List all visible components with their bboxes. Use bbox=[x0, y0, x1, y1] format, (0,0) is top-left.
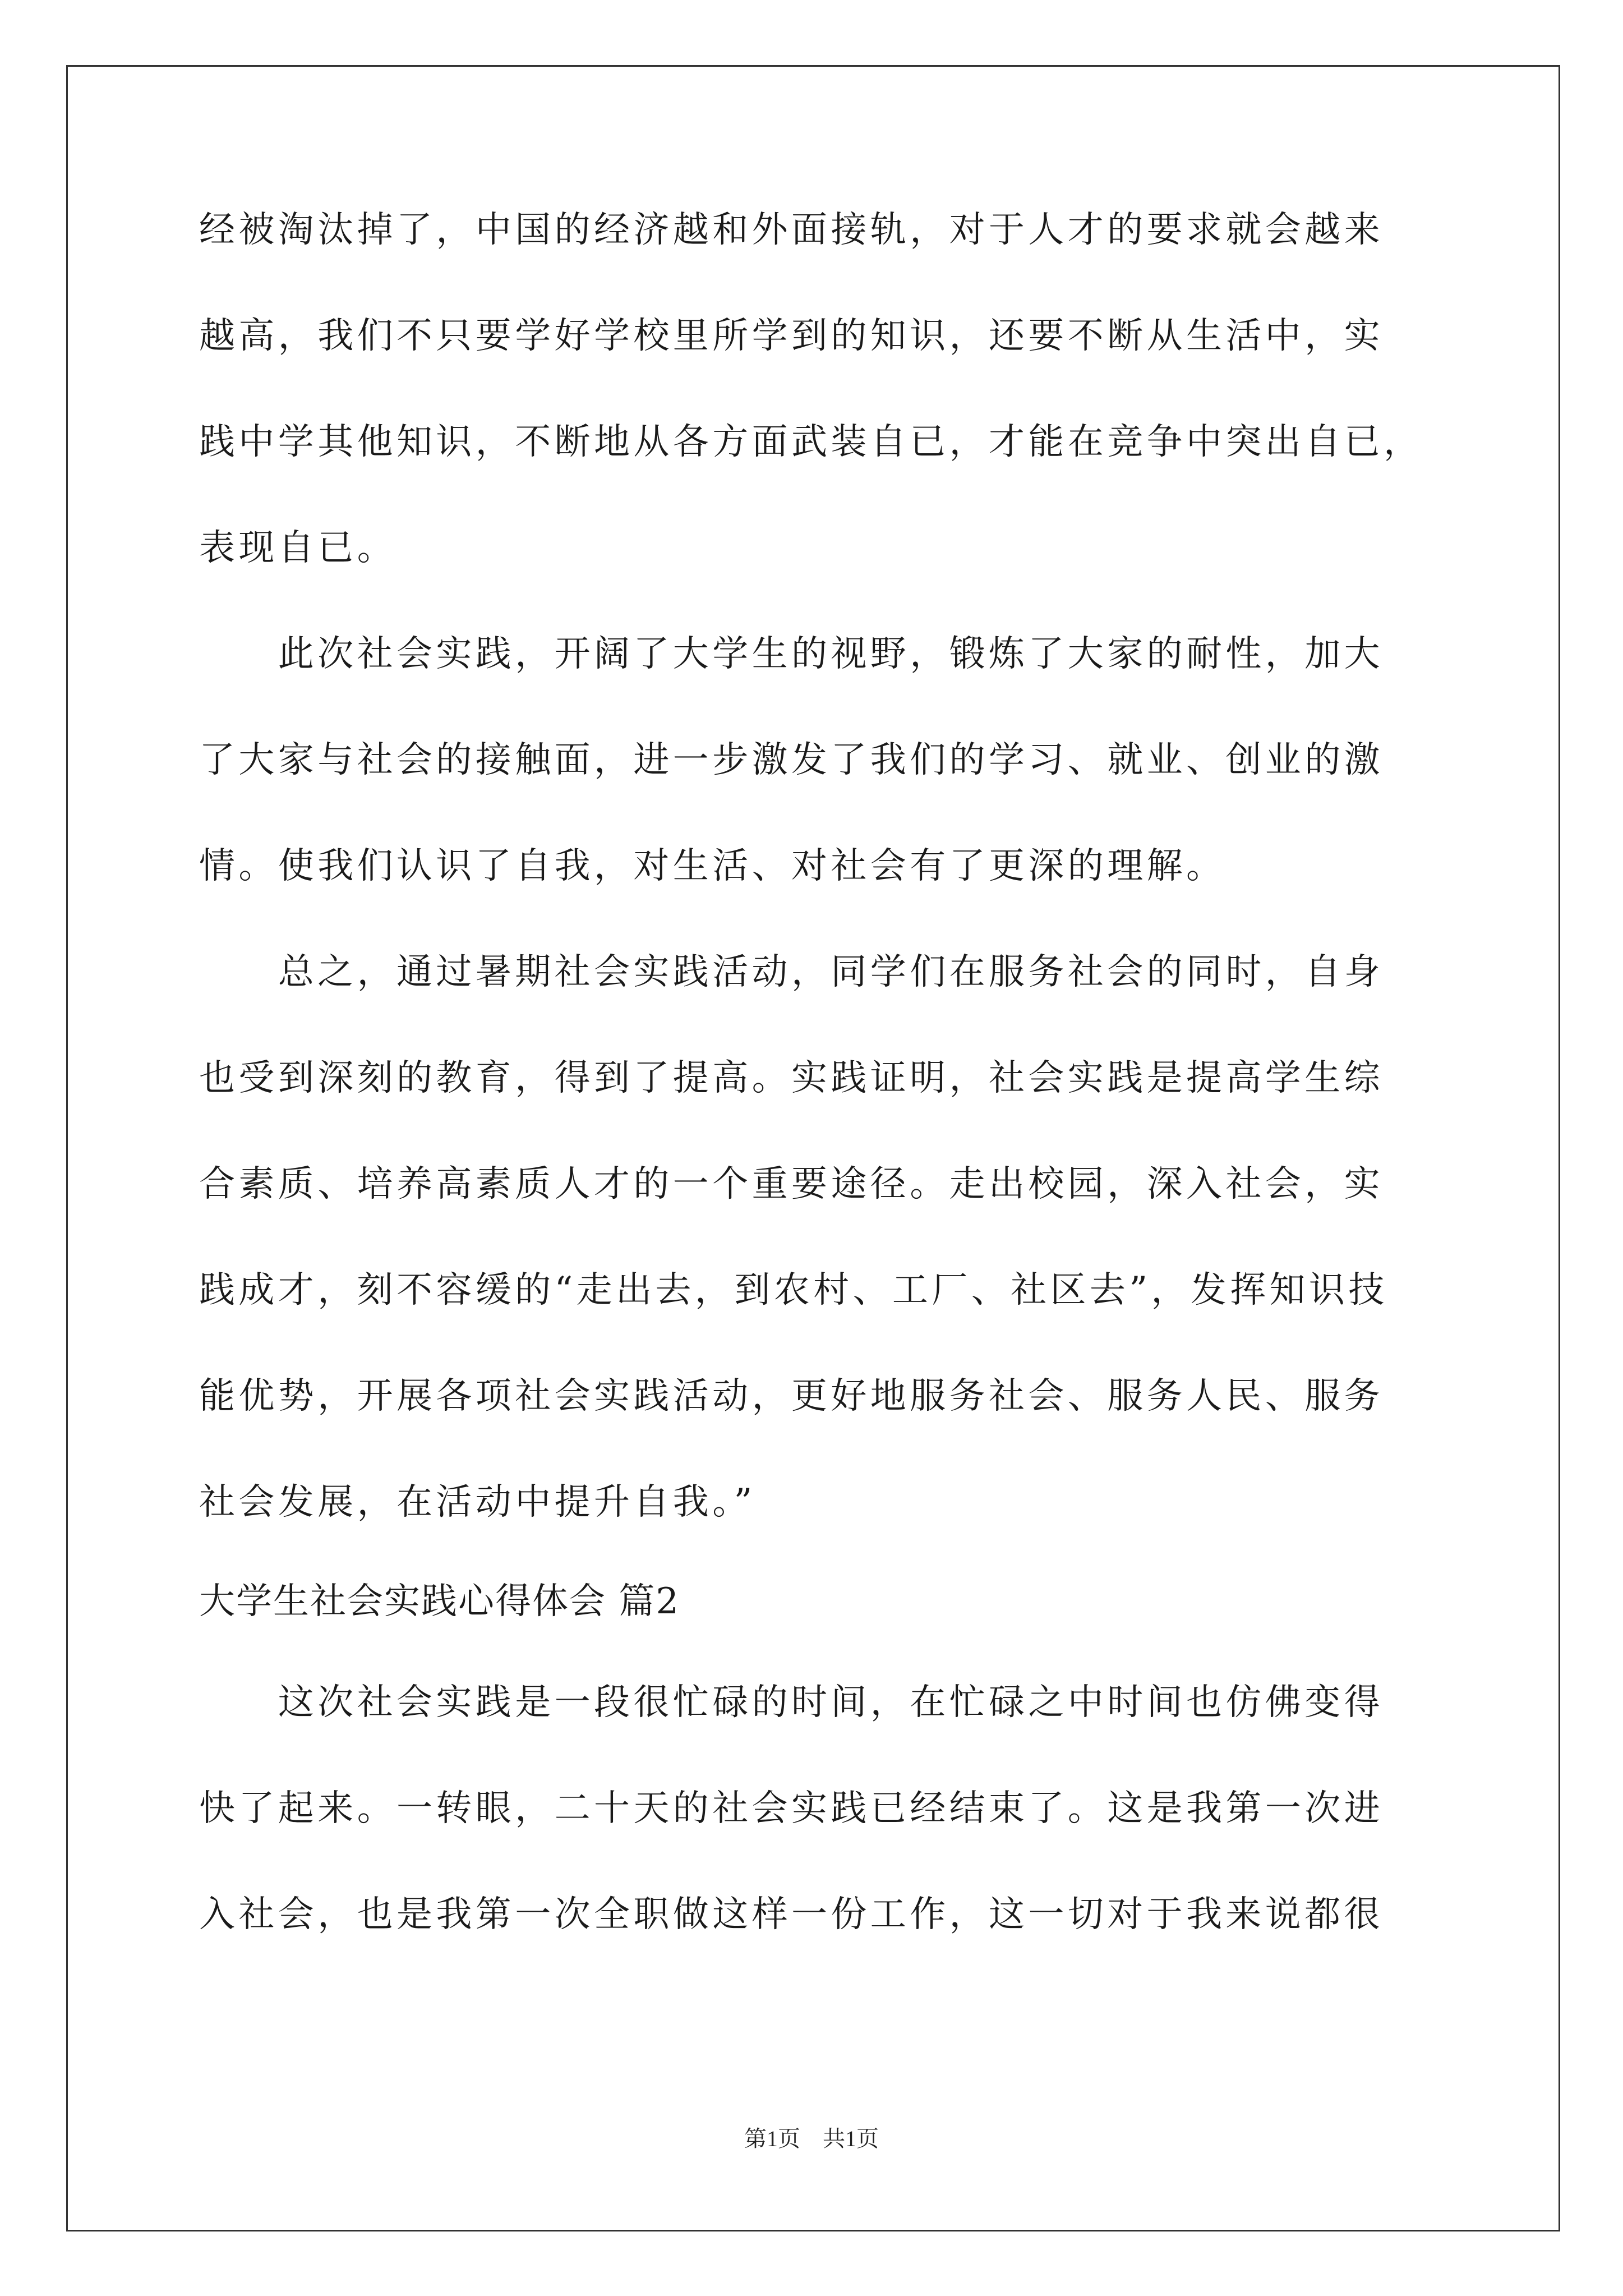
text-line: 这次社会实践是一段很忙碌的时间，在忙碌之中时间也仿佛变得 bbox=[199, 1682, 1384, 1723]
text-line: 越高，我们不只要学好学校里所学到的知识，还要不断从生活中，实 bbox=[199, 315, 1384, 357]
text-line: 情。使我们认识了自我，对生活、对社会有了更深的理解。 bbox=[199, 845, 1226, 887]
text-line: 表现自已。 bbox=[199, 527, 396, 569]
text-line: 快了起来。一转眼，二十天的社会实践已经结束了。这是我第一次进 bbox=[199, 1788, 1384, 1829]
text-line: 经被淘汰掉了，中国的经济越和外面接轨，对于人才的要求就会越来 bbox=[199, 209, 1384, 251]
text-line: 合素质、培养高素质人才的一个重要途径。走出校园，深入社会，实 bbox=[199, 1163, 1384, 1205]
text-line: 践中学其他知识，不断地从各方面武装自已，才能在竞争中突出自已， bbox=[199, 421, 1423, 463]
text-line: 社会发展，在活动中提升自我。” bbox=[199, 1481, 756, 1523]
text-line: 也受到深刻的教育，得到了提高。实践证明，社会实践是提高学生综 bbox=[199, 1057, 1384, 1099]
section-heading: 大学生社会实践心得体会 篇2 bbox=[199, 1581, 680, 1622]
text-line: 了大家与社会的接触面，进一步激发了我们的学习、就业、创业的激 bbox=[199, 739, 1384, 781]
text-line: 践成才，刻不容缓的“走出去，到农村、工厂、社区去”，发挥知识技 bbox=[199, 1269, 1388, 1311]
text-line: 入社会，也是我第一次全职做这样一份工作，这一切对于我来说都很 bbox=[199, 1894, 1384, 1935]
text-line: 能优势，开展各项社会实践活动，更好地服务社会、服务人民、服务 bbox=[199, 1375, 1384, 1417]
text-line: 总之，通过暑期社会实践活动，同学们在服务社会的同时，自身 bbox=[199, 951, 1384, 993]
page-footer: 第1页 共1页 bbox=[744, 2126, 879, 2151]
text-line: 此次社会实践，开阔了大学生的视野，锻炼了大家的耐性，加大 bbox=[199, 633, 1384, 675]
